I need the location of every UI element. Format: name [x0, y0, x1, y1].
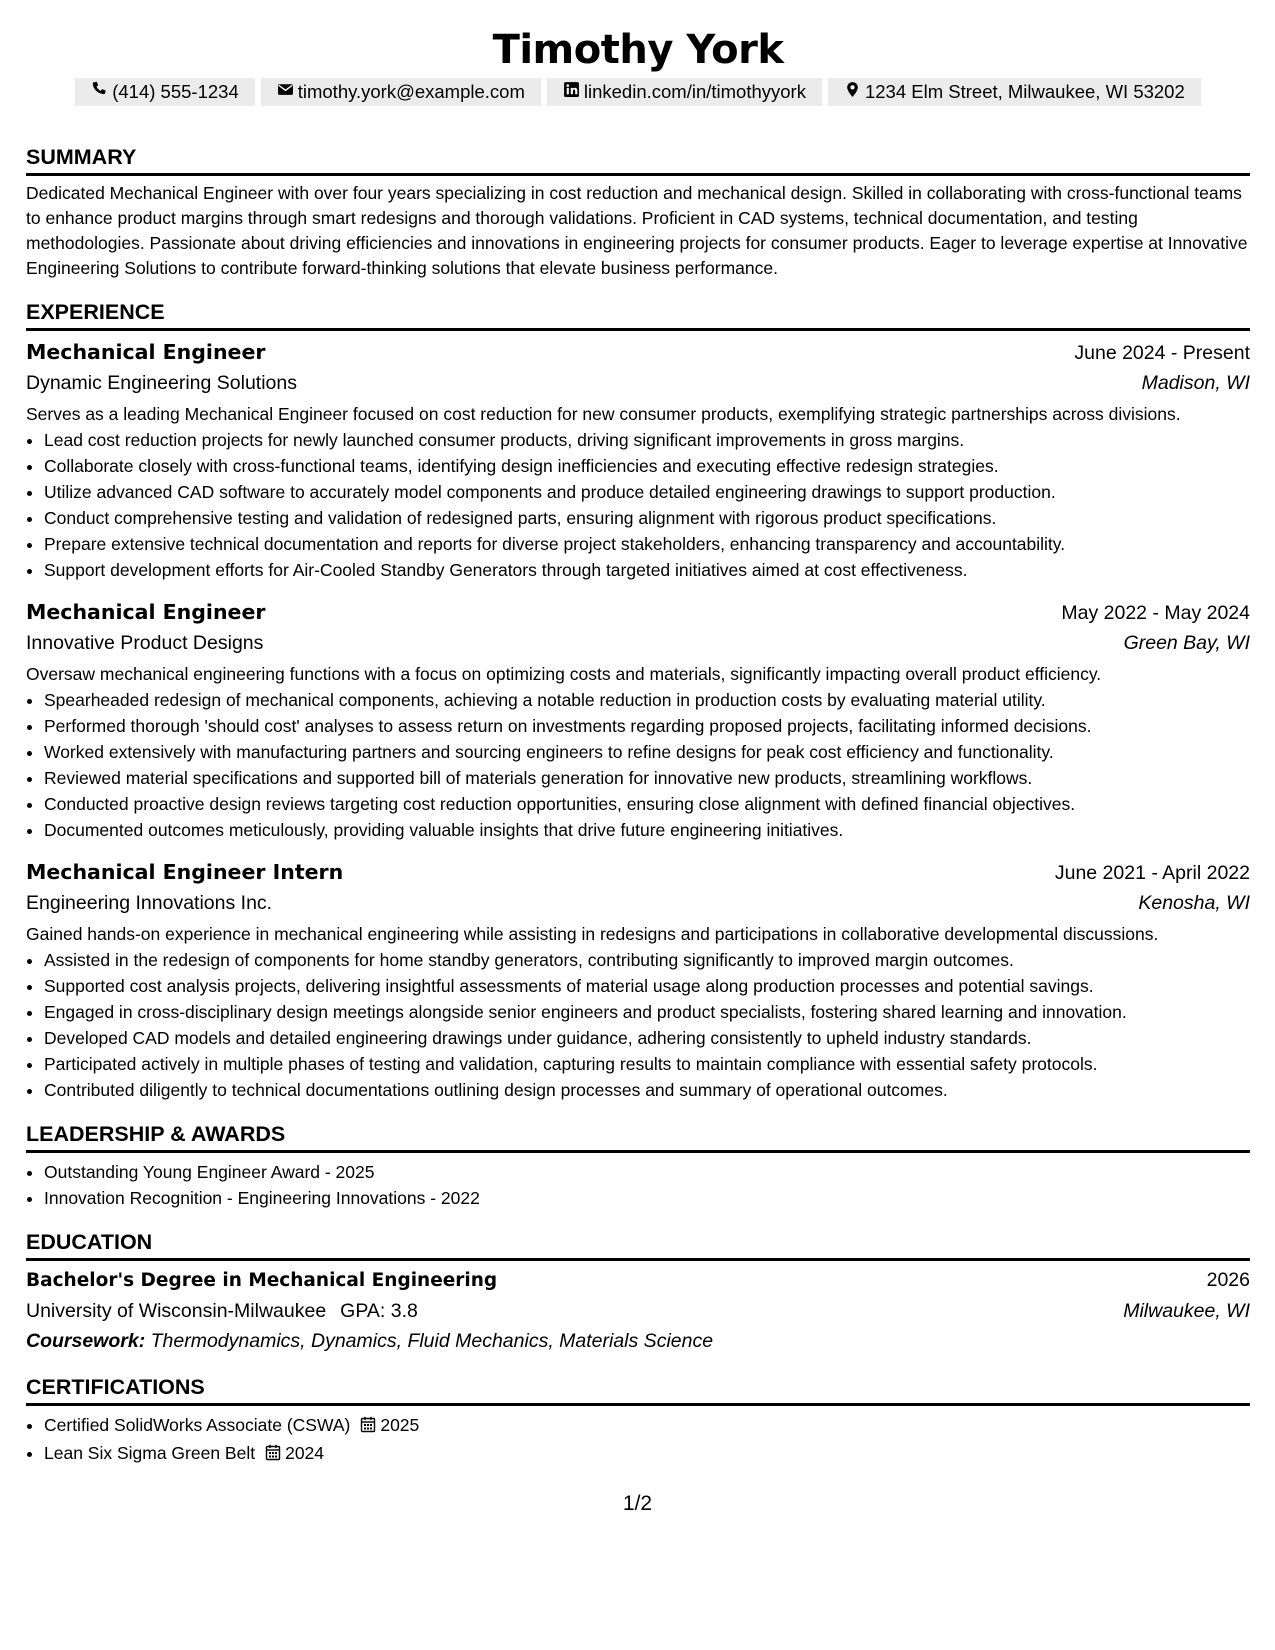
job-description: Gained hands-on experience in mechanical engineering while assisting in redesigns and participations in collaborative developmental discussions. — [26, 924, 1159, 944]
list-item: • Participated actively in multiple phases of testing and validation, capturing results to maintain compliance with essential safety protocols. — [44, 1051, 1250, 1077]
graduation-year: 2026 — [1206, 1269, 1250, 1291]
job-dates: May 2022 - May 2024 — [1061, 602, 1250, 624]
list-item — [44, 1412, 1250, 1440]
coursework — [26, 1326, 1250, 1356]
phone-text: (414) 555-1234 — [112, 81, 239, 102]
list-item: • Contributed diligently to technical documentations outlining design processes and summary of operational outcomes. — [44, 1077, 1250, 1103]
certification-name: Certified SolidWorks Associate (CSWA) — [44, 1415, 351, 1435]
coursework-list: Thermodynamics, Dynamics, Fluid Mechanics, Materials Science — [150, 1330, 714, 1352]
address-text: 1234 Elm Street, Milwaukee, WI 53202 — [864, 81, 1185, 102]
contact-email — [261, 78, 541, 106]
list-item: • Developed CAD models and detailed engineering drawings under guidance, adhering consistently to upheld industry standards. — [44, 1025, 1250, 1051]
degree-title: Bachelor's Degree in Mechanical Engineering — [26, 1270, 498, 1291]
awards-list — [26, 1159, 1250, 1211]
job-entry — [26, 857, 1250, 1103]
job-location: Kenosha, WI — [1138, 892, 1250, 914]
list-item: • Reviewed material specifications and supported bill of materials generation for innovative new products, streamlining workflows. — [44, 765, 1250, 791]
list-item: • Lead cost reduction projects for newly launched consumer products, driving significant improvements in gross margins. — [44, 427, 1250, 453]
envelope-icon — [277, 81, 294, 103]
list-item: • Innovation Recognition - Engineering Innovations - 2022 — [44, 1185, 1250, 1211]
job-title: Mechanical Engineer Intern — [26, 860, 344, 884]
job-company: Dynamic Engineering Solutions — [26, 372, 297, 394]
certifications-list — [26, 1412, 1250, 1468]
school-name: University of Wisconsin-Milwaukee — [26, 1300, 327, 1322]
job-bullets — [26, 947, 1250, 1103]
page-number: 1/2 — [622, 1492, 653, 1515]
calendar-icon — [265, 1442, 281, 1468]
list-item: • Documented outcomes meticulously, providing valuable insights that drive future engineering initiatives. — [44, 817, 1250, 843]
leadership-section — [26, 1121, 1250, 1211]
summary-text: Dedicated Mechanical Engineer with over four years specializing in cost reduction and mechanical design. Skilled in collaborating with cross-functional teams to enhance product margins through smart redesigns and thorough validations. Proficient in CAD systems, technical documentation, and testing methodologies. Passionate about driving efficiencies and innovations in engineering projects for consumer products. Eager to leverage expertise at Innovative Engineering Solutions to contribute forward-thinking solutions that elevate business performance. — [26, 183, 1248, 278]
certifications-section — [26, 1374, 1250, 1468]
school-location: Milwaukee, WI — [1123, 1300, 1250, 1322]
job-company: Innovative Product Designs — [26, 632, 264, 654]
summary-section — [26, 144, 1250, 281]
gpa: GPA: 3.8 — [340, 1300, 418, 1322]
contact-address — [828, 78, 1201, 106]
list-item: • Conduct comprehensive testing and validation of redesigned parts, ensuring alignment with rigorous product specifications. — [44, 505, 1250, 531]
job-company: Engineering Innovations Inc. — [26, 892, 273, 914]
job-location: Green Bay, WI — [1123, 632, 1250, 654]
list-item: • Conducted proactive design reviews targeting cost reduction opportunities, ensuring close alignment with defined financial objectives. — [44, 791, 1250, 817]
certification-year: 2025 — [380, 1415, 420, 1435]
coursework-label: Coursework: — [26, 1330, 146, 1352]
summary-heading: SUMMARY — [26, 144, 1250, 176]
linkedin-icon — [563, 81, 580, 103]
list-item: • Engaged in cross-disciplinary design meetings alongside senior engineers and product specialists, fostering shared learning and innovation. — [44, 999, 1250, 1025]
education-heading: EDUCATION — [26, 1229, 1250, 1261]
contact-linkedin — [547, 78, 822, 106]
list-item: • Support development efforts for Air-Cooled Standby Generators through targeted initiatives aimed at cost effectiveness. — [44, 557, 1250, 583]
certification-name: Lean Six Sigma Green Belt — [44, 1443, 256, 1463]
list-item: • Collaborate closely with cross-functional teams, identifying design inefficiencies and executing effective redesign strategies. — [44, 453, 1250, 479]
job-description: Oversaw mechanical engineering functions with a focus on optimizing costs and materials, significantly impacting overall product efficiency. — [26, 664, 1102, 684]
list-item: • Supported cost analysis projects, delivering insightful assessments of material usage along production processes and potential savings. — [44, 973, 1250, 999]
list-item: • Performed thorough 'should cost' analyses to assess return on investments regarding proposed projects, facilitating informed decisions. — [44, 713, 1250, 739]
job-entry — [26, 597, 1250, 843]
job-title: Mechanical Engineer — [26, 600, 266, 624]
job-dates: June 2024 - Present — [1074, 342, 1250, 364]
certification-year: 2024 — [285, 1443, 325, 1463]
resume-page — [26, 0, 1250, 1468]
list-item: • Assisted in the redesign of components for home standby generators, contributing significantly to improved margin outcomes. — [44, 947, 1250, 973]
job-bullets — [26, 427, 1250, 583]
calendar-icon — [360, 1414, 376, 1440]
job-location: Madison, WI — [1141, 372, 1250, 394]
email-text: timothy.york@example.com — [297, 81, 525, 102]
list-item: • Worked extensively with manufacturing partners and sourcing engineers to refine designs for peak cost efficiency and functionality. — [44, 739, 1250, 765]
experience-heading: EXPERIENCE — [26, 299, 1250, 331]
leadership-heading: LEADERSHIP & AWARDS — [26, 1121, 1250, 1153]
job-entry — [26, 337, 1250, 583]
list-item: • Spearheaded redesign of mechanical components, achieving a notable reduction in production costs by evaluating material utility. — [44, 687, 1250, 713]
linkedin-text: linkedin.com/in/timothyyork — [583, 81, 806, 102]
candidate-name: Timothy York — [492, 27, 784, 73]
map-pin-icon — [844, 81, 861, 103]
list-item: • Prepare extensive technical documentation and reports for diverse project stakeholders, enhancing transparency and accountability. — [44, 531, 1250, 557]
job-bullets — [26, 687, 1250, 843]
job-dates: June 2021 - April 2022 — [1054, 862, 1250, 884]
list-item — [44, 1440, 1250, 1468]
experience-section — [26, 299, 1250, 1103]
list-item: • Outstanding Young Engineer Award - 2025 — [44, 1159, 1250, 1185]
phone-icon — [91, 81, 108, 103]
list-item: • Utilize advanced CAD software to accurately model components and produce detailed engineering drawings to support production. — [44, 479, 1250, 505]
job-description: Serves as a leading Mechanical Engineer focused on cost reduction for new consumer products, exemplifying strategic partnerships across divisions. — [26, 404, 1181, 424]
contact-bar — [26, 78, 1250, 106]
certifications-heading: CERTIFICATIONS — [26, 1374, 1250, 1406]
contact-phone — [75, 78, 255, 106]
education-section — [26, 1229, 1250, 1356]
job-title: Mechanical Engineer — [26, 340, 266, 364]
